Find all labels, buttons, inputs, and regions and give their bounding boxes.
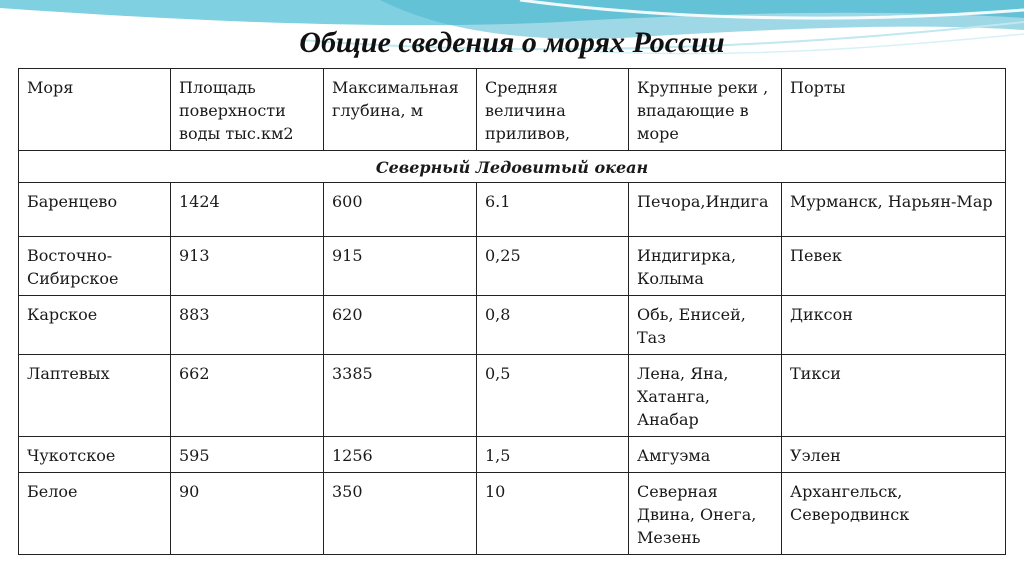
- table-row: [19, 237, 1006, 296]
- table-cell: 913: [171, 237, 324, 296]
- table-cell: Индигирка, Колыма: [629, 237, 782, 296]
- table-cell: Карское: [19, 296, 171, 355]
- table-cell: Обь, Енисей, Таз: [629, 296, 782, 355]
- header-cell: Порты: [782, 69, 1006, 151]
- table-cell: 6.1: [477, 183, 629, 237]
- page-title: Общие сведения о морях России: [299, 26, 725, 59]
- table-cell: Северная Двина, Онега, Мезень: [629, 473, 782, 555]
- table-cell: 595: [171, 437, 324, 473]
- table-row: [19, 473, 1006, 555]
- table-cell: 1,5: [477, 437, 629, 473]
- table-cell: 662: [171, 355, 324, 437]
- section-row: [19, 151, 1006, 183]
- table-header-row: [19, 69, 1006, 151]
- table-cell: Архангельск, Северодвинск: [782, 473, 1006, 555]
- table-cell: 600: [324, 183, 477, 237]
- table-cell: Лена, Яна, Хатанга, Анабар: [629, 355, 782, 437]
- table-cell: 1424: [171, 183, 324, 237]
- seas-table: [18, 68, 1006, 555]
- header-cell: Площадь поверхности воды тыс.км2: [171, 69, 324, 151]
- table-row: [19, 183, 1006, 237]
- table-cell: 10: [477, 473, 629, 555]
- table-cell: 0,5: [477, 355, 629, 437]
- header-cell: Крупные реки , впадающие в море: [629, 69, 782, 151]
- header-cell: Моря: [19, 69, 171, 151]
- table-cell: 883: [171, 296, 324, 355]
- table-cell: 0,8: [477, 296, 629, 355]
- header-cell: Максимальная глубина, м: [324, 69, 477, 151]
- table-cell: Лаптевых: [19, 355, 171, 437]
- table-cell: Белое: [19, 473, 171, 555]
- table-cell: 0,25: [477, 237, 629, 296]
- table-cell: Певек: [782, 237, 1006, 296]
- table-cell: Восточно-Сибирское: [19, 237, 171, 296]
- table-cell: 1256: [324, 437, 477, 473]
- table-cell: Амгуэма: [629, 437, 782, 473]
- table-cell: Мурманск, Нарьян-Мар: [782, 183, 1006, 237]
- table-cell: Баренцево: [19, 183, 171, 237]
- table-row: [19, 355, 1006, 437]
- header-cell: Средняя величина приливов,: [477, 69, 629, 151]
- table-cell: 90: [171, 473, 324, 555]
- table-cell: 915: [324, 237, 477, 296]
- table-cell: Диксон: [782, 296, 1006, 355]
- section-title: Северный Ледовитый океан: [19, 151, 1006, 183]
- table-cell: Печора,Индига: [629, 183, 782, 237]
- table-cell: Уэлен: [782, 437, 1006, 473]
- table-row: [19, 296, 1006, 355]
- table-cell: 620: [324, 296, 477, 355]
- table-row: [19, 437, 1006, 473]
- table-cell: Тикси: [782, 355, 1006, 437]
- table-cell: Чукотское: [19, 437, 171, 473]
- table-cell: 350: [324, 473, 477, 555]
- table-cell: 3385: [324, 355, 477, 437]
